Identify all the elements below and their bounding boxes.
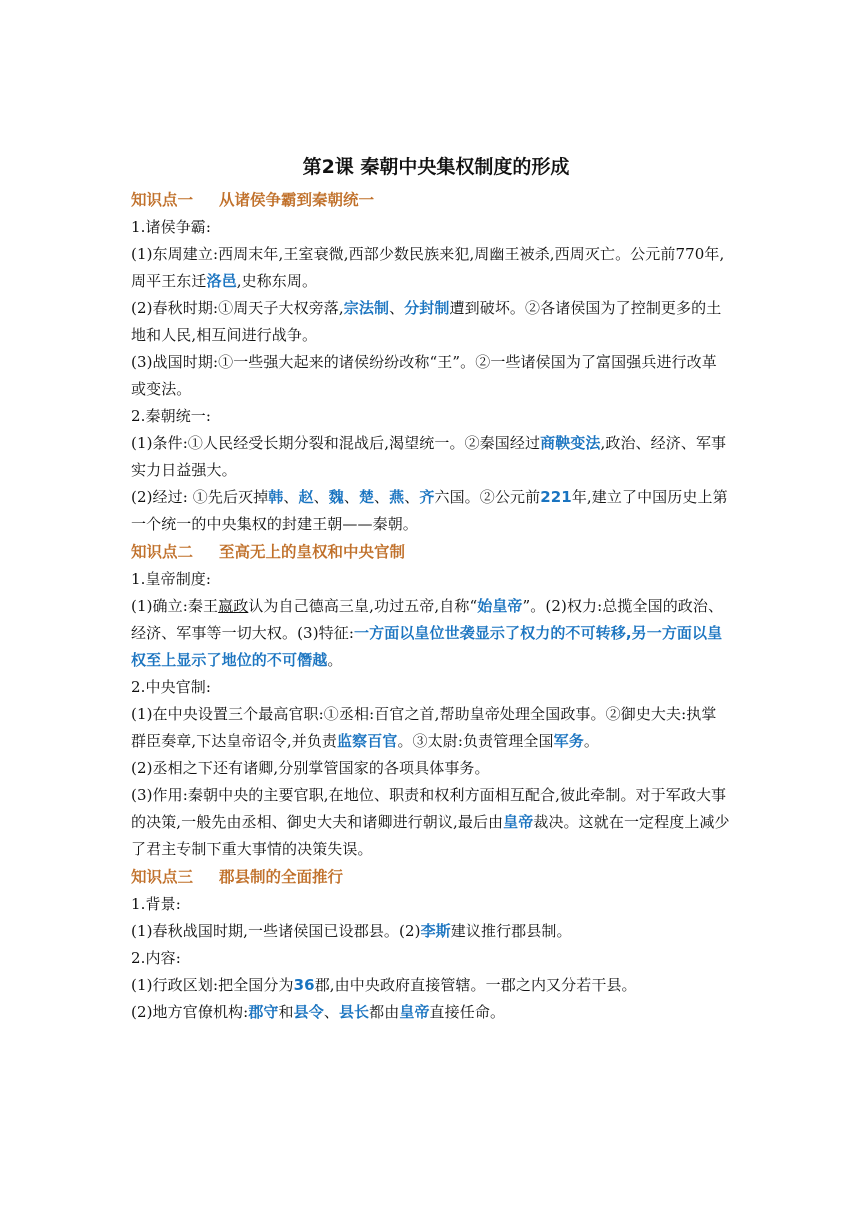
paragraph — [131, 484, 731, 538]
highlight-term: 燕 — [389, 488, 405, 506]
paragraph — [131, 349, 731, 403]
text-run: (1)确立:秦王 — [131, 597, 219, 615]
section-title: 至高无上的皇权和中央官制 — [219, 543, 406, 561]
section-title: 郡县制的全面推行 — [219, 868, 344, 886]
text-run: (3)战国时期:①一些强大起来的诸侯纷纷改称“王”。②一些诸侯国为了富国强兵进行改革或变法。 — [131, 353, 717, 398]
text-run: 。③太尉:负责管理全国 — [397, 732, 554, 750]
paragraph — [131, 782, 731, 863]
text-run: 都由 — [369, 1003, 400, 1021]
paragraph — [131, 755, 731, 782]
page-title: 第2课 秦朝中央集权制度的形成 — [302, 156, 570, 178]
text-run: ,政治、经济、军事实力日益强大。 — [131, 434, 727, 479]
highlight-term: 始皇帝 — [477, 597, 523, 615]
paragraph — [131, 593, 731, 674]
text-run: 建议推行郡县制。 — [450, 922, 572, 940]
paragraph — [131, 701, 731, 755]
text-run: 、 — [389, 299, 405, 317]
paragraph — [131, 403, 731, 430]
highlight-term: 皇帝 — [399, 1003, 430, 1021]
highlight-term: 县长 — [338, 1003, 370, 1021]
highlight-term: 221 — [540, 488, 572, 506]
text-run: 2.中央官制: — [131, 678, 212, 696]
highlight-term: 36 — [293, 976, 315, 994]
text-run: (2)丞相之下还有诸卿,分别掌管国家的各项具体事务。 — [131, 759, 490, 777]
text-run: 1.皇帝制度: — [131, 570, 212, 588]
highlight-term: 韩 — [268, 488, 284, 506]
paragraph — [131, 945, 731, 972]
text-run: (2)春秋时期:①周天子大权旁落, — [131, 299, 344, 317]
highlight-term: 郡守 — [248, 1003, 279, 1021]
highlight-term: 赵 — [298, 488, 314, 506]
paragraph — [131, 430, 731, 484]
text-run: 、 — [404, 488, 420, 506]
text-run: 、 — [283, 488, 299, 506]
section-number: 知识点三 — [131, 868, 194, 886]
text-run: 六国。②公元前 — [434, 488, 541, 506]
text-run: ”。(2)权力:总揽全国的政治、经济、军事等一切大权。(3)特征: — [131, 597, 724, 642]
text-run: (3)作用:秦朝中央的主要官职,在地位、职责和权利方面相互配合,彼此牵制。对于军政大事的决策,一般先由丞相、御史大夫和诸卿进行朝议,最后由 — [131, 786, 727, 831]
text-run: ,史称东周。 — [236, 272, 318, 290]
text-run: 1.诸侯争霸: — [131, 218, 212, 236]
section-heading — [131, 186, 731, 214]
text-run: (2)经过: ①先后灭掉 — [131, 488, 269, 506]
highlight-term: 宗法制 — [343, 299, 390, 317]
text-run: 裁决。这就在一定程度上减少了君主专制下重大事情的决策失误。 — [131, 813, 730, 858]
paragraph — [131, 295, 731, 349]
text-run: (2)地方官僚机构: — [131, 1003, 249, 1021]
paragraph — [131, 918, 731, 945]
text-run: 年,建立了中国历史上第一个统一的中央集权的封建王朝——秦朝。 — [131, 488, 728, 533]
paragraph — [131, 891, 731, 918]
section-heading — [131, 863, 731, 891]
text-run: (1)条件:①人民经受长期分裂和混战后,渴望统一。②秦国经过 — [131, 434, 541, 452]
highlight-term: 皇帝 — [503, 813, 534, 831]
highlight-term: 魏 — [328, 488, 344, 506]
highlight-term: 军务 — [553, 732, 584, 750]
highlight-term: 商鞅变法 — [540, 434, 601, 452]
text-run: 郡,由中央政府直接管辖。一郡之内又分若干县。 — [314, 976, 637, 994]
highlight-term: 监察百官 — [337, 732, 398, 750]
text-run: 2.秦朝统一: — [131, 407, 212, 425]
highlight-term: 分封制 — [404, 299, 450, 317]
text-run: 、 — [323, 1003, 339, 1021]
text-run: (1)在中央设置三个最高官职:①丞相:百官之首,帮助皇帝处理全国政事。②御史大夫:执掌群臣奏章,下达皇帝诏令,并负责 — [131, 705, 717, 750]
paragraph — [131, 972, 731, 999]
highlight-term: 齐 — [419, 488, 435, 506]
section-title: 从诸侯争霸到秦朝统一 — [219, 191, 375, 209]
text-run: 。 — [327, 651, 343, 669]
paragraph — [131, 241, 731, 295]
text-run: 和 — [278, 1003, 294, 1021]
sections — [131, 186, 731, 1026]
text-run: 、 — [374, 488, 390, 506]
paragraph — [131, 214, 731, 241]
section-heading — [131, 538, 731, 566]
text-run: 直接任命。 — [429, 1003, 506, 1021]
text-run: 认为自己德高三皇,功过五帝,自称“ — [248, 597, 478, 615]
text-run: 1.背景: — [131, 895, 181, 913]
highlight-term: 县令 — [293, 1003, 324, 1021]
text-run: 遭到破坏。②各诸侯国为了控制更多的土地和人民,相互间进行战争。 — [131, 299, 722, 344]
underlined-term: 嬴政 — [218, 597, 249, 615]
highlight-term: 李斯 — [420, 922, 451, 940]
highlight-term: 洛邑 — [206, 272, 237, 290]
text-run: (1)东周建立:西周末年,王室衰微,西部少数民族来犯,周幽王被杀,西周灭亡。公元前770年,周平王东迁 — [131, 245, 725, 290]
section-number: 知识点二 — [131, 543, 194, 561]
paragraph — [131, 566, 731, 593]
document-content — [131, 150, 731, 1026]
text-run: 、 — [313, 488, 329, 506]
highlight-term: 楚 — [358, 488, 375, 506]
text-run: 。 — [583, 732, 599, 750]
section-number: 知识点一 — [131, 191, 194, 209]
text-run: 2.内容: — [131, 949, 181, 967]
text-run: (1)春秋战国时期,一些诸侯国已设郡县。(2) — [131, 922, 421, 940]
paragraph — [131, 999, 731, 1026]
text-run: (1)行政区划:把全国分为 — [131, 976, 294, 994]
text-run: 、 — [343, 488, 359, 506]
highlight-term: 一方面以皇位世袭显示了权力的不可转移,另一方面以皇权至上显示了地位的不可僭越 — [131, 624, 723, 669]
paragraph — [131, 674, 731, 701]
